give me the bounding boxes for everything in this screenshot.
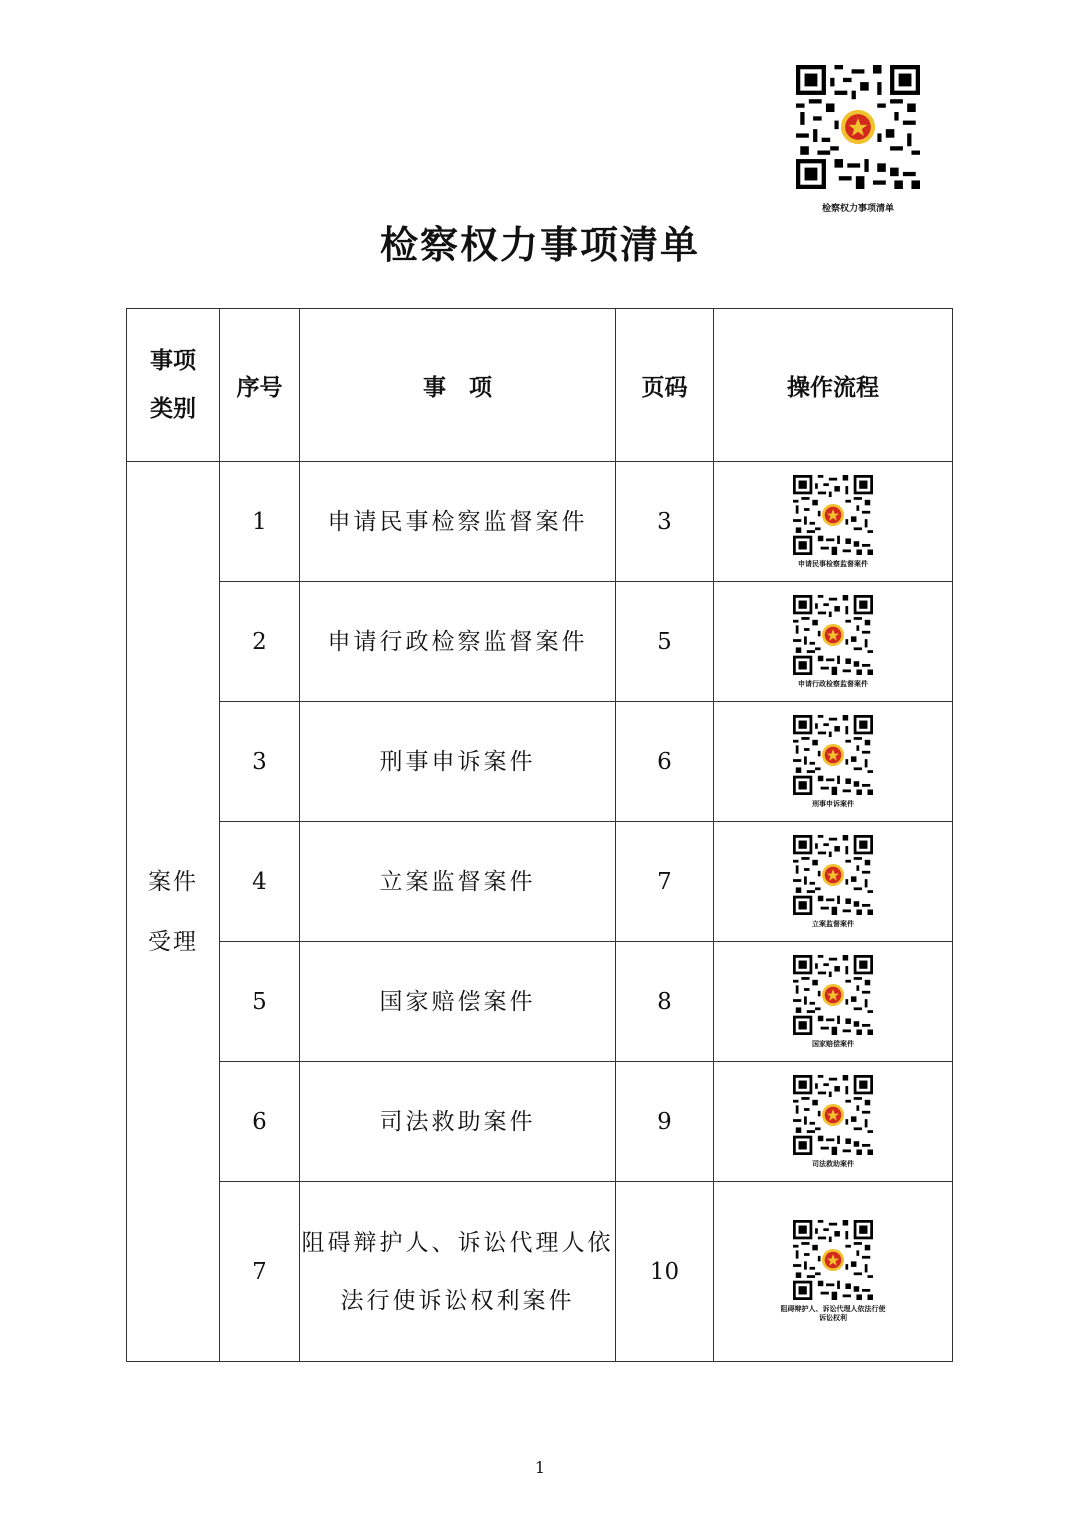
row-seq: 1: [220, 462, 300, 582]
qr-code-icon[interactable]: [793, 715, 873, 795]
qr-code-icon[interactable]: [793, 955, 873, 1035]
qr-caption: 刑事申诉案件: [812, 799, 854, 808]
qr-code-icon[interactable]: [793, 835, 873, 915]
page-number: 1: [534, 1458, 546, 1477]
row-page: 7: [616, 822, 714, 942]
row-process: [714, 702, 953, 822]
header-seq: 序号: [220, 309, 300, 462]
row-seq: 6: [220, 1062, 300, 1182]
table-row: [127, 582, 953, 702]
table-row: [127, 822, 953, 942]
row-page: 3: [616, 462, 714, 582]
row-page: 8: [616, 942, 714, 1062]
row-process: [714, 462, 953, 582]
qr-code-icon[interactable]: [793, 1075, 873, 1155]
row-process: [714, 1182, 953, 1362]
row-seq: 5: [220, 942, 300, 1062]
header-category: 事项 类别: [127, 309, 220, 462]
qr-caption: 立案监督案件: [812, 919, 854, 928]
qr-caption: 司法救助案件: [812, 1159, 854, 1168]
top-qr-block: [795, 65, 921, 214]
header-page: 页码: [616, 309, 714, 462]
row-item: 刑事申诉案件: [300, 702, 616, 822]
page-title: 检察权力事项清单: [379, 223, 700, 267]
table-row: [127, 1062, 953, 1182]
table-row: [127, 1182, 953, 1362]
row-process: [714, 1062, 953, 1182]
row-item: 司法救助案件: [300, 1062, 616, 1182]
row-item: 申请民事检察监督案件: [300, 462, 616, 582]
row-seq: 3: [220, 702, 300, 822]
power-list-table: [126, 308, 953, 1362]
row-page: 5: [616, 582, 714, 702]
header-item: 事 项: [300, 309, 616, 462]
row-page: 10: [616, 1182, 714, 1362]
row-page: 6: [616, 702, 714, 822]
qr-code-icon[interactable]: [793, 595, 873, 675]
table-row: [127, 702, 953, 822]
table-row: [127, 462, 953, 582]
row-process: [714, 942, 953, 1062]
top-qr-caption: 检察权力事项清单: [821, 204, 894, 214]
header-process: 操作流程: [714, 309, 953, 462]
row-item: 立案监督案件: [300, 822, 616, 942]
qr-caption: 国家赔偿案件: [812, 1039, 854, 1048]
qr-code-icon[interactable]: [793, 1220, 873, 1300]
row-seq: 2: [220, 582, 300, 702]
qr-caption: 申请行政检察监督案件: [798, 679, 868, 688]
qr-caption: 申请民事检察监督案件: [798, 559, 868, 568]
row-item: 阻碍辩护人、诉讼代理人依法行使诉讼权利案件: [300, 1182, 616, 1362]
row-process: [714, 582, 953, 702]
qr-code-icon[interactable]: [793, 475, 873, 555]
table-row: [127, 942, 953, 1062]
row-process: [714, 822, 953, 942]
table-header-row: [127, 309, 953, 462]
top-qr-code-icon[interactable]: [796, 65, 920, 189]
row-item: 申请行政检察监督案件: [300, 582, 616, 702]
category-cell: 案件 受理: [127, 462, 220, 1362]
row-item: 国家赔偿案件: [300, 942, 616, 1062]
row-seq: 4: [220, 822, 300, 942]
qr-caption: 阻碍辩护人、诉讼代理人依法行使诉讼权利: [780, 1305, 886, 1322]
row-seq: 7: [220, 1182, 300, 1362]
row-page: 9: [616, 1062, 714, 1182]
